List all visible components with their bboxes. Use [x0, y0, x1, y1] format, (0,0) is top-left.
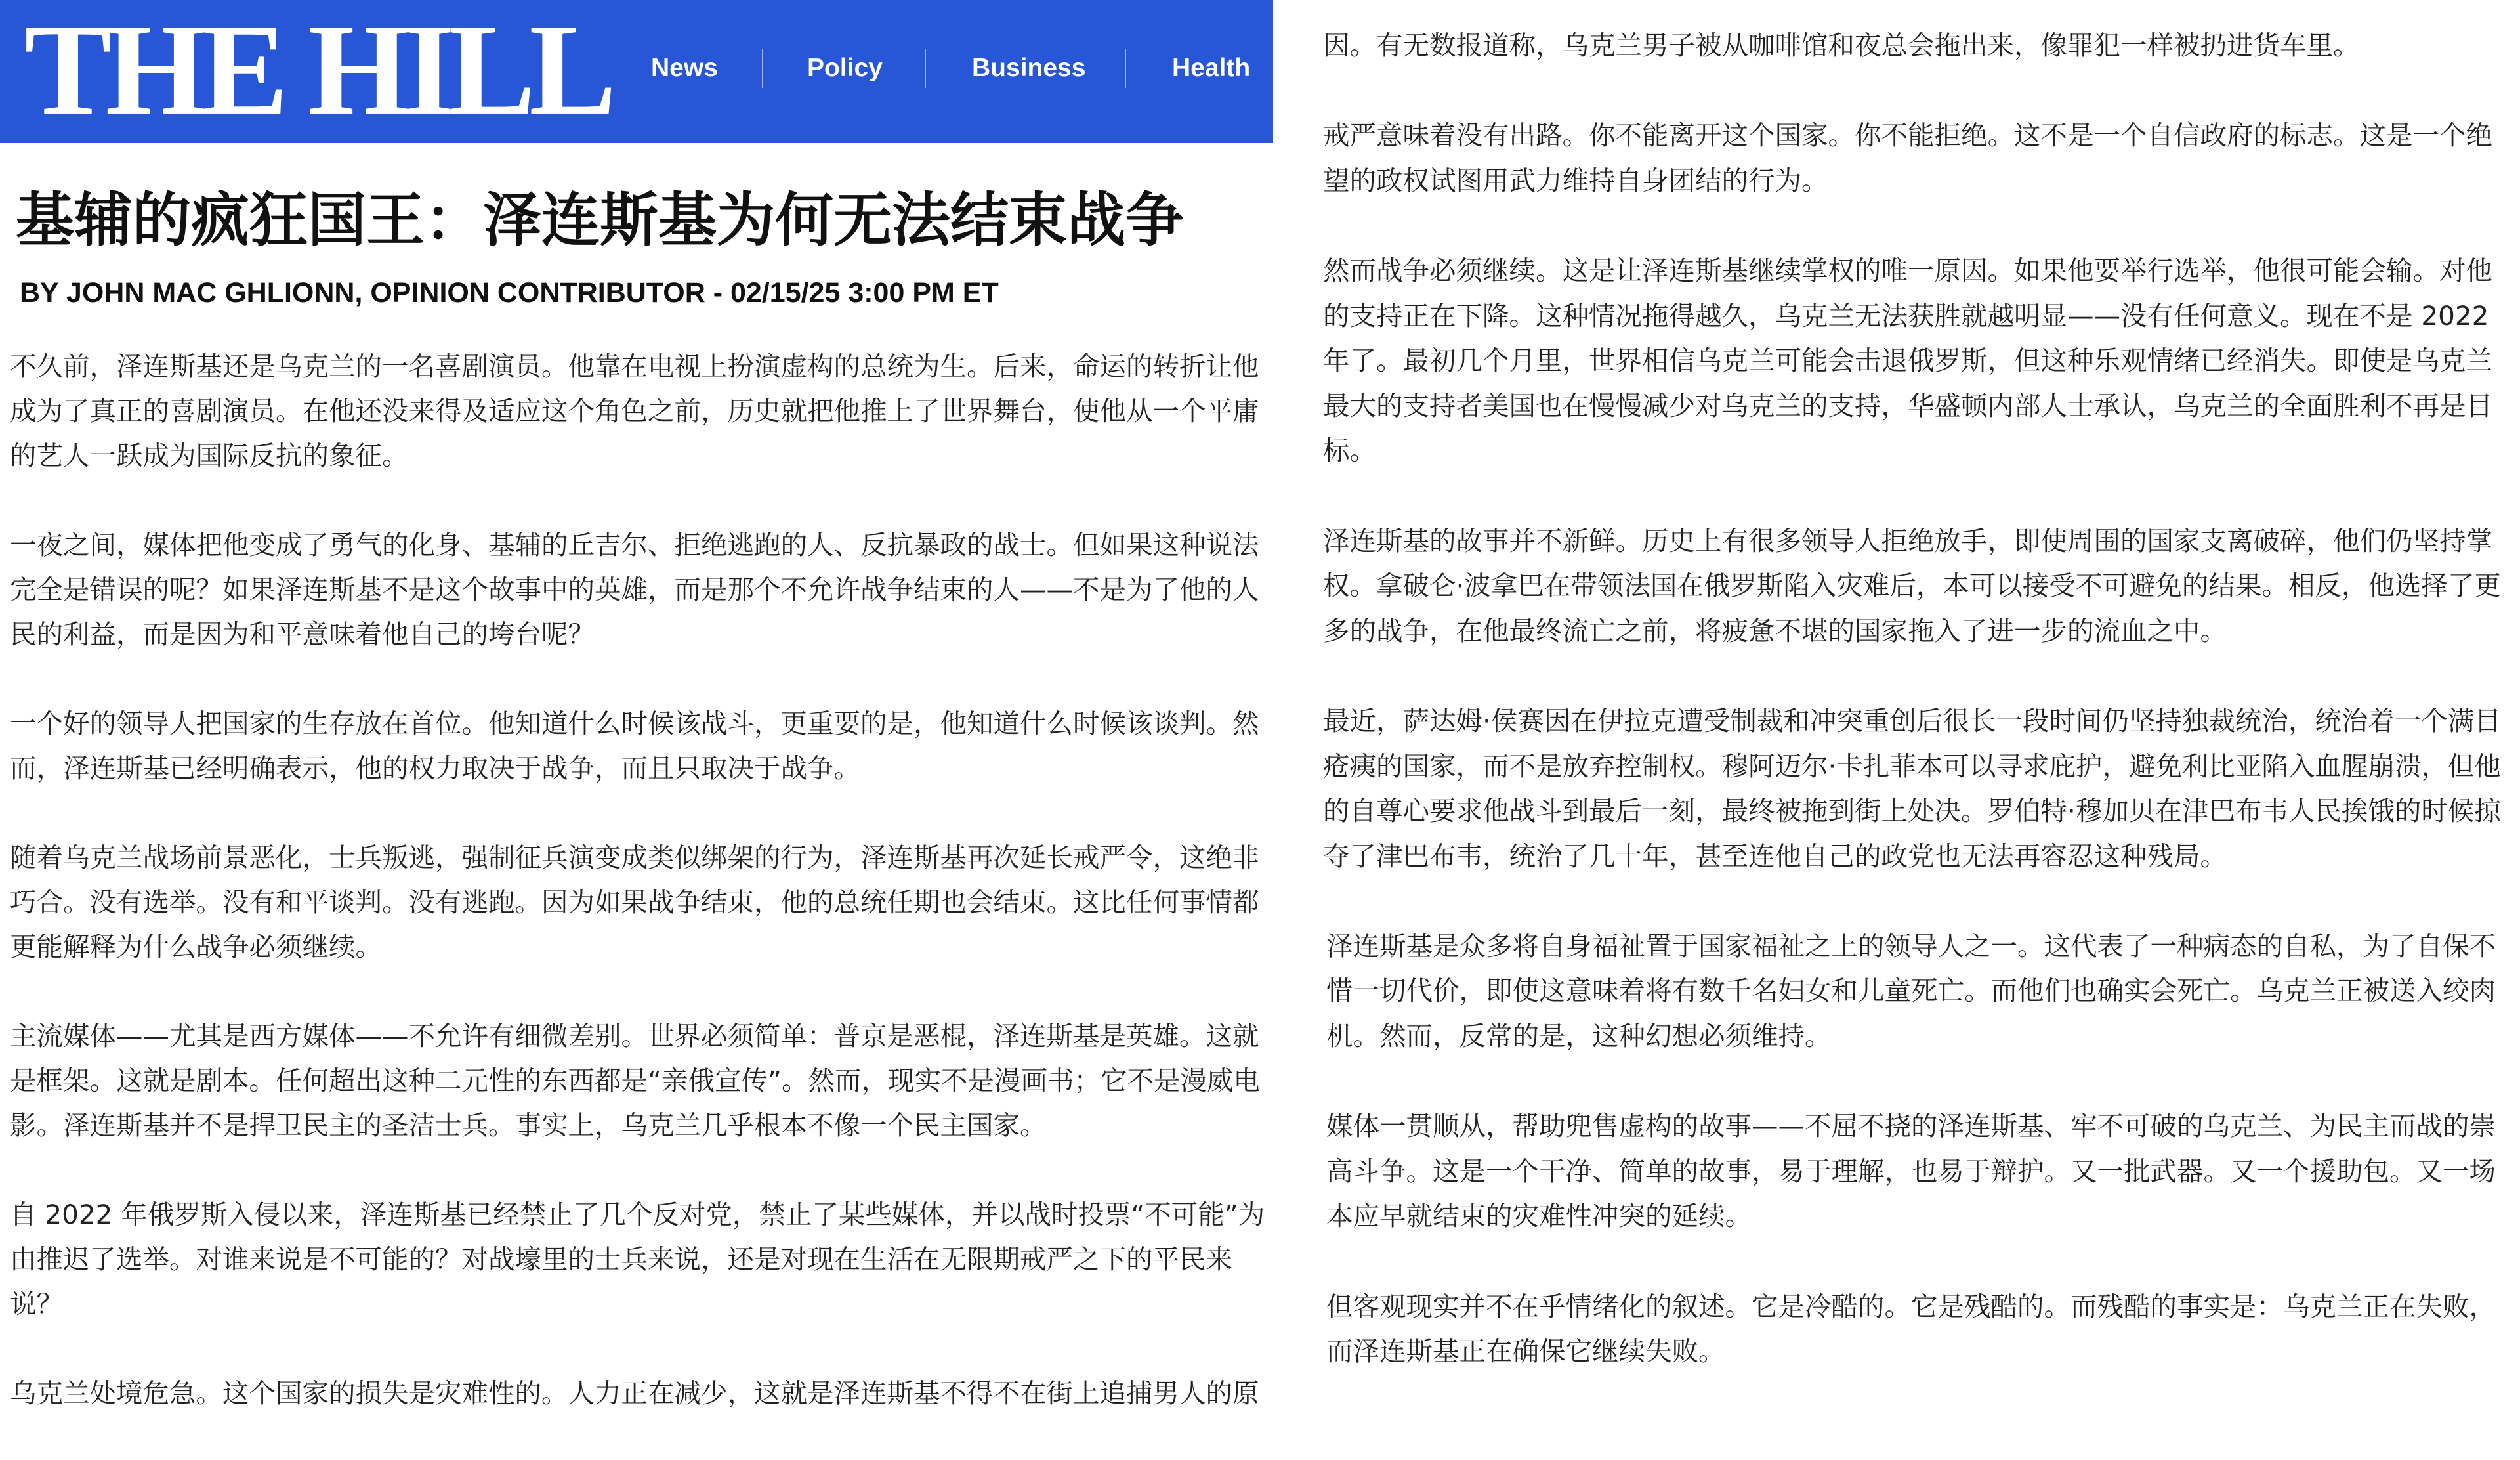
article-body-right-column: [1323, 23, 2512, 1419]
article-paragraph: 一个好的领导人把国家的生存放在首位。他知道什么时候该战斗，更重要的是，他知道什么时候该谈判。然而，泽连斯基已经明确表示，他的权力取决于战争，而且只取决于战争。: [10, 708, 1259, 784]
article-paragraph: 但客观现实并不在乎情绪化的叙述。它是冷酷的。它是残酷的。而残酷的事实是：乌克兰正在失败，而泽连斯基正在确保它继续失败。: [1326, 1290, 2496, 1367]
article-paragraph: 一夜之间，媒体把他变成了勇气的化身、基辅的丘吉尔、拒绝逃跑的人、反抗暴政的战士。但如果这种说法完全是错误的呢？如果泽连斯基不是这个故事中的英雄，而是那个不允许战争结束的人——不是为了他的人民的利益，而是因为和平意味着他自己的垮台呢？: [10, 529, 1259, 650]
article-body-left-column: [10, 344, 1283, 1460]
article-byline: BY JOHN MAC GHLIONN, OPINION CONTRIBUTOR - 02/15/25 3:00 PM ET: [20, 277, 999, 309]
article-paragraph: 因。有无数报道称，乌克兰男子被从咖啡馆和夜总会拖出来，像罪犯一样被扔进货车里。: [1323, 30, 2360, 61]
article-paragraph: 主流媒体——尤其是西方媒体——不允许有细微差别。世界必须简单：普京是恶棍，泽连斯基是英雄。这就是框架。这就是剧本。任何超出这种二元性的东西都是“亲俄宣传”。然而，现实不是漫画书；它不是漫威电影。泽连斯基并不是捍卫民主的圣洁士兵。事实上，乌克兰几乎根本不像一个民主国家。: [10, 1020, 1260, 1141]
article-paragraph: 泽连斯基的故事并不新鲜。历史上有很多领导人拒绝放手，即使周围的国家支离破碎，他们仍坚持掌权。拿破仑·波拿巴在带领法国在俄罗斯陷入灾难后，本可以接受不可避免的结果。相反，他选择了更多的战争，在他最终流亡之前，将疲惫不堪的国家拖入了进一步的流血之中。: [1323, 525, 2501, 647]
article-paragraph: 乌克兰处境危急。这个国家的损失是灾难性的。人力正在减少，这就是泽连斯基不得不在街上追捕男人的原: [10, 1377, 1259, 1409]
article-paragraph: 泽连斯基是众多将自身福祉置于国家福祉之上的领导人之一。这代表了一种病态的自私，为了自保不惜一切代价，即使这意味着将有数千名妇女和儿童死亡。而他们也确实会死亡。乌克兰正被送入绞肉机。然而，反常的是，这种幻想必须维持。: [1326, 930, 2496, 1052]
nav-item-health[interactable]: Health: [1172, 54, 1251, 82]
nav-item-policy[interactable]: Policy: [807, 54, 883, 82]
site-header: [0, 0, 1273, 143]
site-logo[interactable]: THE HILL: [24, 0, 610, 142]
article-paragraph: 随着乌克兰战场前景恶化，士兵叛逃，强制征兵演变成类似绑架的行为，泽连斯基再次延长戒严令，这绝非巧合。没有选举。没有和平谈判。没有逃跑。因为如果战争结束，他的总统任期也会结束。这比任何事情都更能解释为什么战争必须继续。: [10, 842, 1259, 962]
article-paragraph: 戒严意味着没有出路。你不能离开这个国家。你不能拒绝。这不是一个自信政府的标志。这是一个绝望的政权试图用武力维持自身团结的行为。: [1323, 119, 2492, 196]
nav-separator: [925, 49, 926, 88]
article-title: 基辅的疯狂国王：泽连斯基为何无法结束战争: [16, 186, 1184, 254]
nav-separator: [1125, 49, 1126, 88]
nav-separator: [762, 49, 763, 88]
nav-item-news[interactable]: News: [651, 54, 718, 82]
nav-item-business[interactable]: Business: [972, 54, 1086, 82]
article-paragraph: 最近，萨达姆·侯赛因在伊拉克遭受制裁和冲突重创后很长一段时间仍坚持独裁统治，统治着一个满目疮痍的国家，而不是放弃控制权。穆阿迈尔·卡扎菲本可以寻求庇护，避免利比亚陷入血腥崩溃，但他的自尊心要求他战斗到最后一刻，最终被拖到街上处决。罗伯特·穆加贝在津巴布韦人民挨饿的时候掠夺了津巴布韦，统治了几十年，甚至连他自己的政党也无法再容忍这种残局。: [1323, 704, 2501, 872]
article-paragraph: 不久前，泽连斯基还是乌克兰的一名喜剧演员。他靠在电视上扮演虚构的总统为生。后来，命运的转折让他成为了真正的喜剧演员。在他还没来得及适应这个角色之前，历史就把他推上了世界舞台，使他从一个平庸的艺人一跃成为国际反抗的象征。: [10, 351, 1259, 471]
article-paragraph: 然而战争必须继续。这是让泽连斯基继续掌权的唯一原因。如果他要举行选举，他很可能会输。对他的支持正在下降。这种情况拖得越久，乌克兰无法获胜就越明显——没有任何意义。现在不是 2022 年了。最初几个月里，世界相信乌克兰可能会击退俄罗斯，但这种乐观情绪已经消失。即使是乌克兰最大的支持者美国也在慢慢减少对乌克兰的支持，华盛顿内部人士承认，乌克兰的全面胜利不再是目标。: [1323, 254, 2492, 467]
article-paragraph: 自 2022 年俄罗斯入侵以来，泽连斯基已经禁止了几个反对党，禁止了某些媒体，并以战时投票“不可能”为由推迟了选举。对谁来说是不可能的？对战壕里的士兵来说，还是对现在生活在无限期戒严之下的平民来说？: [10, 1199, 1265, 1320]
article-paragraph: 媒体一贯顺从，帮助兜售虚构的故事——不屈不挠的泽连斯基、牢不可破的乌克兰、为民主而战的崇高斗争。这是一个干净、简单的故事，易于理解，也易于辩护。又一批武器。又一个援助包。又一场本应早就结束的灾难性冲突的延续。: [1326, 1110, 2496, 1232]
